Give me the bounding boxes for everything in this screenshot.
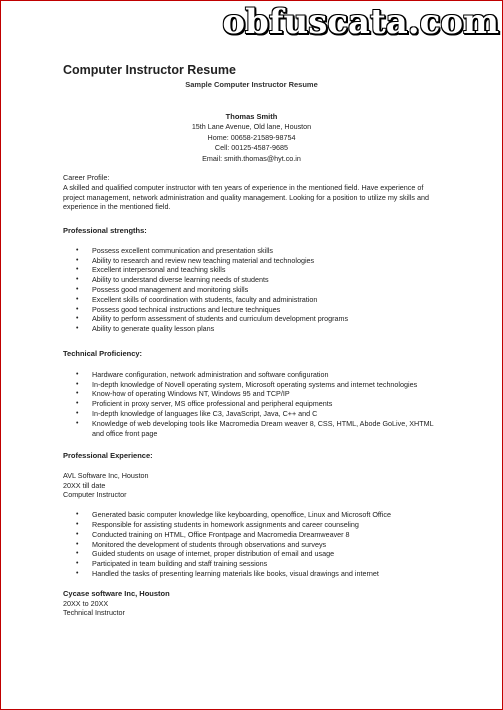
career-profile-text: A skilled and qualified computer instructor with ten years of experience in the mentioned field. Have experience of project management, network administration and quality management. Looking for a position to utilize my skills and experience in the mentioned field. <box>63 182 429 212</box>
list-item: • Conducted training on HTML, Office Frontpage and Macromedia Dreamweaver 8 <box>63 530 443 540</box>
job-2-role: Technical Instructor <box>63 608 125 618</box>
list-item: • Handled the tasks of presenting learning materials like books, visual drawings and internet <box>63 569 443 579</box>
list-item: • Possess excellent communication and presentation skills <box>63 246 443 256</box>
list-item: • Participated in team building and staff training sessions <box>63 559 443 569</box>
technical-section <box>63 349 443 438</box>
list-item: • Possess good management and monitoring skills <box>63 285 443 295</box>
contact-address: 15th Lane Avenue, Old lane, Houston <box>191 122 312 132</box>
job-2-company: Cycase software Inc, Houston <box>63 588 170 598</box>
list-item: • Ability to generate quality lesson plans <box>63 324 443 334</box>
experience-section <box>63 451 443 618</box>
list-item: • Guided students on usage of internet, proper distribution of email and usage <box>63 549 443 559</box>
contact-block <box>0 112 503 164</box>
list-item: • Ability to perform assessment of students and curriculum development programs <box>63 314 443 324</box>
contact-email: Email: smith.thomas@hyt.co.in <box>202 153 301 163</box>
list-item: • Excellent skills of coordination with students, faculty and administration <box>63 295 443 305</box>
contact-cell-phone: Cell: 00125-4587-9685 <box>214 143 289 153</box>
job-1-company: AVL Software Inc, Houston <box>63 470 149 480</box>
list-item: • Ability to research and review new teaching material and technologies <box>63 256 443 266</box>
job-1-list <box>63 510 443 579</box>
career-profile-section <box>63 173 443 212</box>
list-item: • Know-how of operating Windows NT, Windows 95 and TCP/IP <box>63 389 443 399</box>
career-profile-heading: Career Profile: <box>63 173 110 182</box>
list-item: • Responsible for assisting students in homework assignments and career counseling <box>63 520 443 530</box>
strengths-section <box>63 226 443 334</box>
strengths-heading: Professional strengths: <box>63 226 147 235</box>
contact-name: Thomas Smith <box>225 112 278 121</box>
list-item: • In-depth knowledge of Novell operating system, Microsoft operating systems and internet technologies <box>63 380 443 390</box>
contact-home-phone: Home: 00658-21589-98754 <box>207 132 296 142</box>
list-item: • Proficient in proxy server, MS office professional and peripheral equipments <box>63 399 443 409</box>
document-subtitle: Sample Computer Instructor Resume <box>185 80 318 89</box>
document-title: Computer Instructor Resume <box>63 63 236 77</box>
job-2-dates: 20XX to 20XX <box>63 598 109 608</box>
watermark: obfuscata.com <box>222 2 499 42</box>
job-1-dates: 20XX till date <box>63 480 106 490</box>
list-item: • Possess good technical instructions and lecture techniques <box>63 305 443 315</box>
list-item: • In-depth knowledge of languages like C3, JavaScript, Java, C++ and C <box>63 409 443 419</box>
list-item: • Knowledge of web developing tools like Macromedia Dream weaver 8, CSS, HTML, Abode GoLive, XHTML and office front page <box>63 419 443 439</box>
list-item: • Generated basic computer knowledge like keyboarding, openoffice, Linux and Microsoft Office <box>63 510 443 520</box>
strengths-list <box>63 246 443 334</box>
list-item: • Excellent interpersonal and teaching skills <box>63 265 443 275</box>
list-item: • Monitored the development of students through observations and surveys <box>63 540 443 550</box>
technical-list <box>63 370 443 439</box>
list-item: • Ability to understand diverse learning needs of students <box>63 275 443 285</box>
list-item: • Hardware configuration, network administration and software configuration <box>63 370 443 380</box>
job-1-role: Computer Instructor <box>63 490 127 500</box>
technical-heading: Technical Proficiency: <box>63 349 143 358</box>
experience-heading: Professional Experience: <box>63 451 153 460</box>
